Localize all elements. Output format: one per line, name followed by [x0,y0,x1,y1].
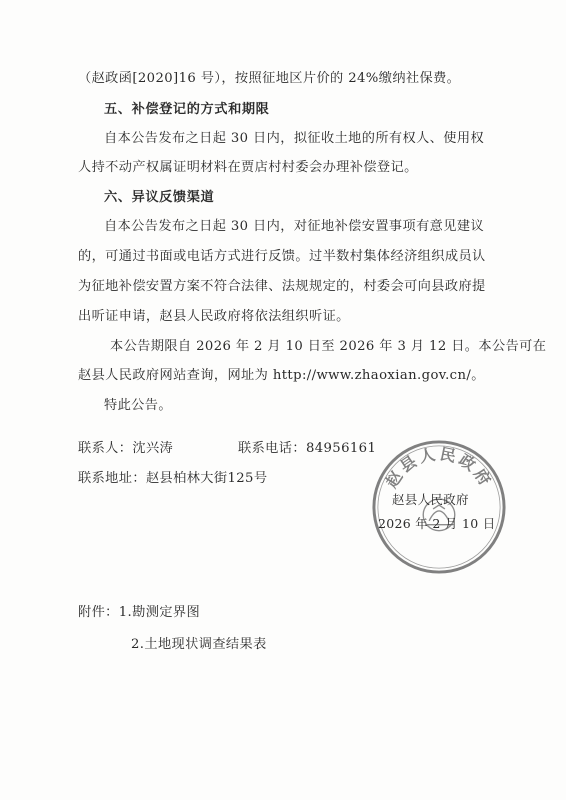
section-heading-6: 六、异议反馈渠道 [104,190,215,205]
closing-phrase: 特此公告。 [104,398,172,413]
contact-address: 赵县柏林大街125号 [145,471,268,486]
paragraph-line: 的，可通过书面或电话方式进行反馈。过半数村集体经济组织成员认 [78,249,486,264]
contact-address-row [78,470,267,488]
attachments-label: 附件： [78,605,119,620]
contact-phone-row [238,440,376,458]
section-heading-5: 五、补偿登记的方式和期限 [104,102,270,117]
attachment-item-1: 1.勘测定界图 [118,605,201,620]
seal-text: 赵县人民政府 [381,444,497,492]
paragraph-line: 人持不动产权属证明材料在贾店村村委会办理补偿登记。 [78,160,418,175]
paragraph-line: （赵政函[2020]16 号），按照征地区片价的 24%缴纳社保费。 [78,71,461,86]
paragraph-line: 本公告期限自 2026 年 2 月 10 日至 2026 年 3 月 12 日。本公告可在 [110,339,547,354]
paragraph-line: 出听证申请，赵县人民政府将依法组织听证。 [78,309,350,324]
paragraph-line: 赵县人民政府网站查询，网址为 http://www.zhaoxian.gov.cn/。 [78,368,485,383]
contact-person-row [78,440,173,458]
contact-phone-label: 联系电话： [238,441,306,456]
paragraph-line: 自本公告发布之日起 30 日内，对征地补偿安置事项有意见建议 [104,219,485,234]
svg-text:赵县人民政府 [382,444,497,491]
contact-person-label: 联系人： [78,441,133,456]
issuer-name: 赵县人民政府 [392,492,469,507]
contact-person: 沈兴涛 [132,441,174,456]
attachments-row [78,604,200,622]
issue-date: 2026 年 2 月 10 日 [378,516,496,531]
paragraph-line: 为征地补偿安置方案不符合法律、法规规定的，村委会可向县政府提 [78,279,486,294]
paragraph-line: 自本公告发布之日起 30 日内，拟征收土地的所有权人、使用权 [104,131,485,146]
contact-phone: 84956161 [305,441,377,456]
attachment-item-2: 2.土地现状调查结果表 [131,637,267,652]
contact-address-label: 联系地址： [78,471,146,486]
